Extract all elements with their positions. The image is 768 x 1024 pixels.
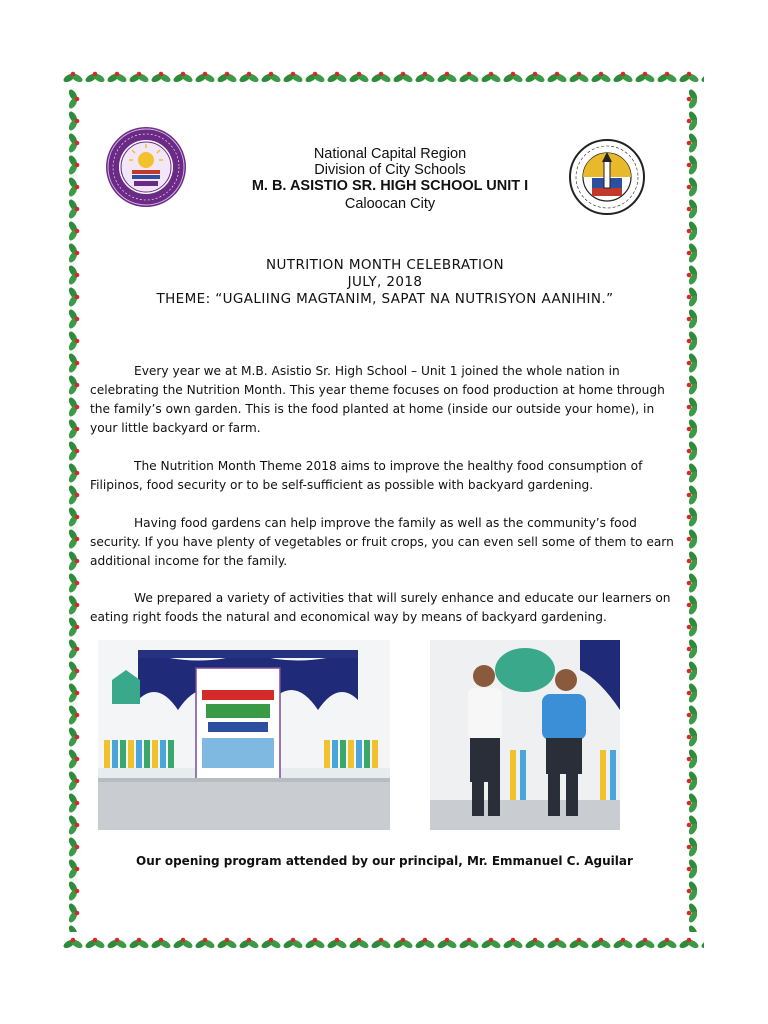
holly-border-bottom <box>62 932 704 954</box>
division-office-seal-logo <box>566 138 648 216</box>
paragraph-1 <box>90 362 678 438</box>
holly-border-top <box>62 66 704 88</box>
holly-border-left <box>62 88 84 932</box>
paragraph-3-text: Having food gardens can help improve the family as well as the community’s food security. If you have plenty of vegetables or fruit crops, you can even sell some of them to earn additional income for the family. <box>90 516 674 568</box>
paragraph-2-text: The Nutrition Month Theme 2018 aims to improve the healthy food consumption of Filipinos, food security or to be self-sufficient as possible with backyard gardening. <box>90 459 643 492</box>
paragraph-4-text: We prepared a variety of activities that will surely enhance and educate our learners on eating right foods the natural and economical way by means of backyard gardening. <box>90 591 671 624</box>
header-division: Division of City Schools <box>314 162 466 178</box>
header-city: Caloocan City <box>344 196 436 212</box>
paragraph-2 <box>90 457 678 495</box>
title-theme: THEME: “UGALIING MAGTANIM, SAPAT NA NUTRISYON AANIHIN.” <box>156 291 614 307</box>
paragraph-1-text: Every year we at M.B. Asistio Sr. High School – Unit 1 joined the whole nation in celebrating the Nutrition Month. This year theme focuses on food production at home through the family’s own garden. This is the food planted at home (inside our outside your home), in your little backyard or farm. <box>90 364 665 435</box>
title-date: JULY, 2018 <box>347 274 423 290</box>
photo-caption: Our opening program attended by our principal, Mr. Emmanuel C. Aguilar <box>136 854 633 868</box>
paragraph-3 <box>90 514 678 571</box>
header-region: National Capital Region <box>313 146 467 162</box>
stage-photo <box>98 640 390 830</box>
title-celebration: NUTRITION MONTH CELEBRATION <box>266 257 504 273</box>
paragraph-4 <box>90 589 678 627</box>
principal-photo <box>430 640 620 830</box>
holly-border-right <box>682 88 704 932</box>
header-school-name: M. B. ASISTIO SR. HIGH SCHOOL UNIT I <box>251 178 529 194</box>
school-seal-logo <box>104 126 188 208</box>
